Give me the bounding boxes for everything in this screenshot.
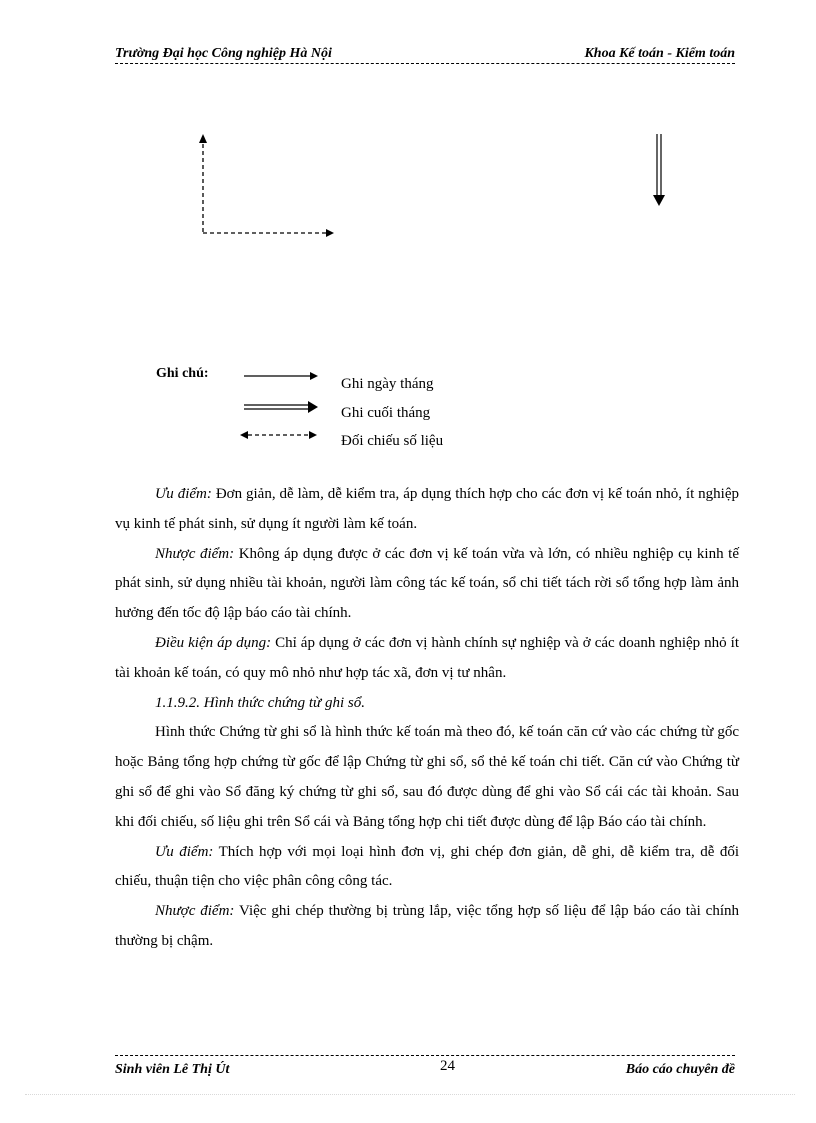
footer-student: Sinh viên Lê Thị Út — [115, 1062, 230, 1077]
label-advantages: Ưu điểm: — [155, 486, 212, 502]
legend-arrow-monthly — [244, 401, 318, 413]
paragraph-disadvantages: Nhược điểm: Không áp dụng được ở các đơn vị kế toán vừa và lớn, có nhiều nghiệp cụ kinh tế phát sinh, sử dụng nhiều tài khoản, người làm công tác kế toán, sổ chi tiết tách rời sổ tổng hợp làm ảnh hưởng đến tốc độ lập báo cáo tài chính. — [115, 545, 739, 622]
header-school: Trường Đại học Công nghiệp Hà Nội — [115, 46, 332, 61]
paragraph-advantages: Ưu điểm: Đơn giản, dễ làm, dễ kiểm tra, áp dụng thích hợp cho các đơn vị kế toán nhỏ, ít nghiệp vụ kinh tế phát sinh, sử dụng ít người làm kế toán. — [115, 486, 739, 532]
label-disadvantages: Nhược điểm: — [155, 545, 235, 562]
page-number: 24 — [440, 1058, 456, 1074]
section-heading: 1.1.9.2. Hình thức chứng từ ghi sổ. — [155, 694, 365, 711]
label-disadvantages-2: Nhược điểm: — [155, 903, 235, 920]
paragraph-advantages-2: Ưu điểm: Thích hợp với mọi loại hình đơn vị, ghi chép đơn giản, dễ ghi, dễ kiểm tra, dễ đối chiếu, thuận tiện cho việc phân công công tác. — [115, 843, 739, 890]
paragraph-conditions: Điều kiện áp dụng: Chỉ áp dụng ở các đơn vị hành chính sự nghiệp và ở các doanh nghiệp nhỏ ít tài khoản kế toán, có quy mô nhỏ như hợp tác xã, đơn vị tư nhân. — [115, 634, 739, 681]
double-down-arrow — [653, 134, 665, 206]
paragraph-voucher-form: Hình thức Chứng từ ghi sổ là hình thức kế toán mà theo đó, kế toán căn cứ vào các chứng từ gốc hoặc Bảng tổng hợp chứng từ gốc để lập Chứng từ ghi sổ, sổ thẻ kế toán chi tiết. Căn cứ vào Chứng từ ghi sổ để ghi vào Sổ đăng ký chứng từ ghi sổ, sau đó được dùng để ghi vào Sổ cái các tài khoản. Sau khi đối chiếu, số liệu ghi trên Sổ cái và Bảng tổng hợp chi tiết được dùng để lập Báo cáo tài chính. — [115, 724, 739, 830]
legend-title: Ghi chú: — [156, 366, 209, 381]
header-department: Khoa Kế toán - Kiểm toán — [584, 46, 735, 61]
legend-item-monthly: Ghi cuối tháng — [341, 405, 431, 421]
legend-arrow-daily — [244, 372, 318, 380]
page-bottom-rule — [25, 1094, 795, 1095]
page-footer — [115, 1055, 735, 1078]
label-advantages-2: Ưu điểm: — [155, 843, 214, 860]
legend-arrow-reconcile — [240, 431, 317, 439]
footer-report-type: Báo cáo chuyên đề — [625, 1062, 735, 1077]
legend-item-daily: Ghi ngày tháng — [341, 376, 434, 392]
dashed-corner-arrow — [199, 134, 334, 237]
label-conditions: Điều kiện áp dụng: — [155, 634, 272, 651]
legend-item-reconcile: Đối chiếu số liệu — [341, 433, 444, 449]
paragraph-disadvantages-2: Nhược điểm: Việc ghi chép thường bị trùng lắp, việc tổng hợp số liệu để lập báo cáo tài chính thường bị chậm. — [115, 903, 739, 949]
body-text — [115, 480, 739, 957]
